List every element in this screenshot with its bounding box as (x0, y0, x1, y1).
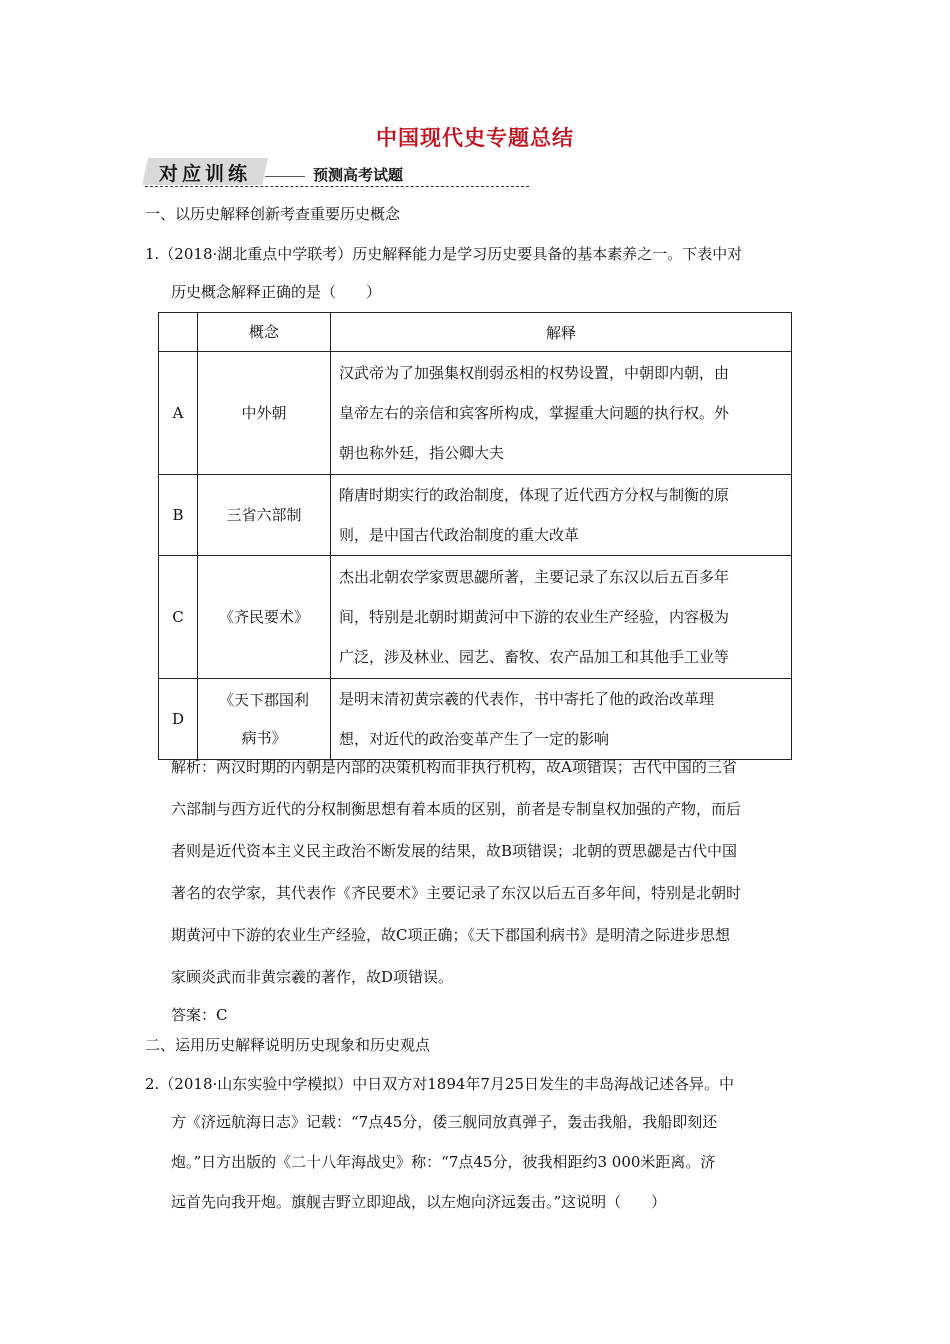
explain-line: 是明末清初黄宗羲的代表作，书中寄托了他的政治改革理 (339, 690, 715, 708)
analysis-line: 家顾炎武而非黄宗羲的著作，故D项错误。 (171, 968, 454, 986)
section-heading-1: 一、以历史解释创新考查重要历史概念 (145, 205, 401, 223)
option-cell: B (159, 475, 198, 556)
dashed-divider (145, 186, 529, 187)
analysis-line: 六部制与西方近代的分权制衡思想有着本质的区别，前者是专制皇权加强的产物，而后 (171, 800, 742, 818)
analysis-line: 著名的农学家，其代表作《齐民要术》主要记录了东汉以后五百多年间，特别是北朝时 (171, 884, 742, 902)
concept-text: 《齐民要术》 (218, 608, 309, 626)
question-1-stem-cont: 历史概念解释正确的是（ ） (171, 283, 382, 301)
concept-text: 中外朝 (241, 404, 287, 422)
explain-line: 则，是中国古代政治制度的重大改革 (339, 526, 580, 544)
question-2-line: 方《济远航海日志》记载：“7点45分，倭三舰同放真弹子，轰击我船，我船即刻还 (171, 1113, 718, 1131)
question-2-line: 2.（2018·山东实验中学模拟）中日双方对1894年7月25日发生的丰岛海战记述各异。中 (145, 1075, 735, 1093)
table-header-cell: 概念 (198, 313, 331, 352)
option-cell: D (159, 679, 198, 760)
explain-line: 朝也称外廷，指公卿大夫 (339, 444, 505, 462)
table-row (159, 679, 792, 760)
option-cell: C (159, 556, 198, 679)
explain-cell (331, 475, 792, 556)
explain-line: 间，特别是北朝时期黄河中下游的农业生产经验，内容极为 (339, 608, 730, 626)
analysis-line: 解析：两汉时期的内朝是内部的决策机构而非执行机构，故A项错误；古代中国的三省 (171, 758, 737, 776)
table-header-row (159, 313, 792, 352)
explain-cell (331, 352, 792, 475)
table-header-cell (159, 313, 198, 352)
explain-line: 皇帝左右的亲信和宾客所构成，掌握重大问题的执行权。外 (339, 404, 730, 422)
banner-rule (265, 176, 305, 177)
table-row (159, 475, 792, 556)
concept-text: 病书》 (241, 729, 287, 747)
table-row (159, 556, 792, 679)
explain-line: 广泛，涉及林业、园艺、畜牧、农产品加工和其他手工业等 (339, 648, 730, 666)
banner-label: 对应训练 (159, 163, 252, 185)
concept-text: 三省六部制 (226, 506, 302, 524)
concept-cell (198, 679, 331, 760)
concept-table (158, 312, 792, 760)
explain-line: 汉武帝为了加强集权削弱丞相的权势设置，中朝即内朝，由 (339, 364, 730, 382)
analysis-line: 者则是近代资本主义民主政治不断发展的结果，故B项错误；北朝的贾思勰是古代中国 (171, 842, 738, 860)
concept-text: 《天下郡国利 (218, 691, 309, 709)
section-heading-2: 二、运用历史解释说明历史现象和历史观点 (145, 1036, 431, 1054)
explain-cell (331, 556, 792, 679)
concept-cell (198, 556, 331, 679)
banner-subtitle: 预测高考试题 (313, 166, 404, 184)
analysis-line: 期黄河中下游的农业生产经验，故C项正确；《天下郡国利病书》是明清之际进步思想 (171, 926, 730, 944)
concept-cell (198, 352, 331, 475)
question-2-line: 远首先向我开炮。旗舰吉野立即迎战，以左炮向济远轰击。”这说明（ ） (171, 1193, 667, 1211)
question-1-stem: 1.（2018·湖北重点中学联考）历史解释能力是学习历史要具备的基本素养之一。下表中对 (145, 245, 743, 263)
explain-line: 想，对近代的政治变革产生了一定的影响 (339, 730, 610, 748)
question-2-line: 炮。”日方出版的《二十八年海战史》称：“7点45分，彼我相距约3 000米距离。济 (171, 1153, 716, 1171)
concept-cell (198, 475, 331, 556)
page-title: 中国现代史专题总结 (376, 126, 574, 150)
explain-cell (331, 679, 792, 760)
answer: 答案：C (171, 1006, 228, 1024)
explain-line: 隋唐时期实行的政治制度，体现了近代西方分权与制衡的原 (339, 486, 730, 504)
table-header-cell: 解释 (331, 313, 792, 352)
table-row (159, 352, 792, 475)
explain-line: 杰出北朝农学家贾思勰所著，主要记录了东汉以后五百多年 (339, 568, 730, 586)
option-cell: A (159, 352, 198, 475)
